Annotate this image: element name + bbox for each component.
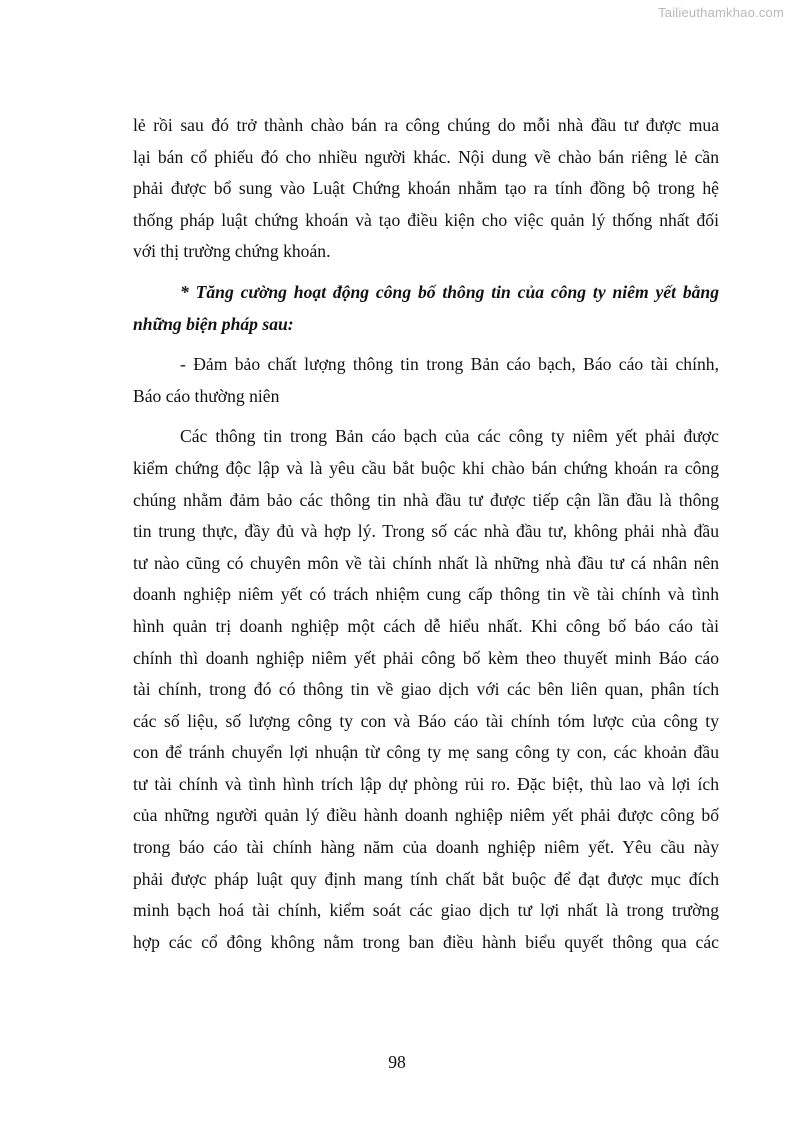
watermark-text: Tailieuthamkhao.com [658, 5, 784, 20]
text-line: tư nào cũng có chuyên môn về tài chính nhất là những nhà đầu tư cá nhân nên [133, 552, 719, 573]
heading-line: những biện pháp sau: [133, 313, 294, 334]
text-line: Các thông tin trong Bản cáo bạch của các công ty niêm yết phải được [180, 426, 719, 447]
text-line: của những người quản lý điều hành doanh nghiệp niêm yết phải được công bố [133, 805, 719, 826]
text-line: tin trung thực, đầy đủ và hợp lý. Trong số các nhà đầu tư, không phải nhà đầu [133, 521, 719, 542]
text-line: minh bạch hoá tài chính, kiểm soát các giao dịch tư lợi nhất là trong trường [133, 900, 719, 921]
text-line: - Đảm bảo chất lượng thông tin trong Bản cáo bạch, Báo cáo tài chính, [180, 354, 719, 375]
section-heading [133, 277, 719, 340]
text-line: kiểm chứng độc lập và là yêu cầu bắt buộc khi chào bán chứng khoán ra công [133, 457, 719, 478]
text-line: các số liệu, số lượng công ty con và Báo cáo tài chính tóm lược của công ty [133, 710, 719, 731]
paragraph-1 [133, 110, 719, 268]
text-line: doanh nghiệp niêm yết có trách nhiệm cung cấp thông tin về tài chính và tình [133, 584, 719, 605]
text-line: phải được pháp luật quy định mang tính chất bắt buộc để đạt được mục đích [133, 868, 719, 889]
bullet-item [133, 349, 719, 412]
text-line: hình quản trị doanh nghiệp một cách dễ hiểu nhất. Khi công bố báo cáo tài [133, 615, 719, 636]
text-line: hợp các cổ đông không nằm trong ban điều hành biểu quyết thông qua các [133, 931, 719, 952]
text-line: Báo cáo thường niên [133, 385, 280, 406]
document-body [133, 110, 719, 958]
text-line: chúng nhằm đảm bảo các thông tin nhà đầu tư được tiếp cận lần đầu là thông [133, 489, 719, 510]
text-line: chính thì doanh nghiệp niêm yết phải công bố kèm theo thuyết minh Báo cáo [133, 647, 719, 668]
text-line: trong báo cáo tài chính hàng năm của doanh nghiệp niêm yết. Yêu cầu này [133, 837, 719, 858]
page-number: 98 [388, 1052, 406, 1072]
text-line: thống pháp luật chứng khoán và tạo điều kiện cho việc quản lý thống nhất đối [133, 209, 719, 230]
paragraph-2 [133, 421, 719, 958]
text-line: con để tránh chuyển lợi nhuận từ công ty mẹ sang công ty con, các khoản đầu [133, 742, 719, 763]
text-line: lại bán cổ phiếu đó cho nhiều người khác. Nội dung về chào bán riêng lẻ cần [133, 146, 719, 167]
text-line: tư tài chính và tình hình trích lập dự phòng rủi ro. Đặc biệt, thù lao và lợi ích [133, 773, 719, 794]
text-line: với thị trường chứng khoán. [133, 241, 331, 262]
heading-line: * Tăng cường hoạt động công bố thông tin của công ty niêm yết bằng [180, 281, 719, 302]
text-line: tài chính, trong đó có thông tin về giao dịch với các bên liên quan, phân tích [133, 679, 719, 700]
text-line: phải được bổ sung vào Luật Chứng khoán nhằm tạo ra tính đồng bộ trong hệ [133, 178, 719, 199]
text-line: lẻ rồi sau đó trở thành chào bán ra công chúng do mỗi nhà đầu tư được mua [133, 115, 719, 135]
